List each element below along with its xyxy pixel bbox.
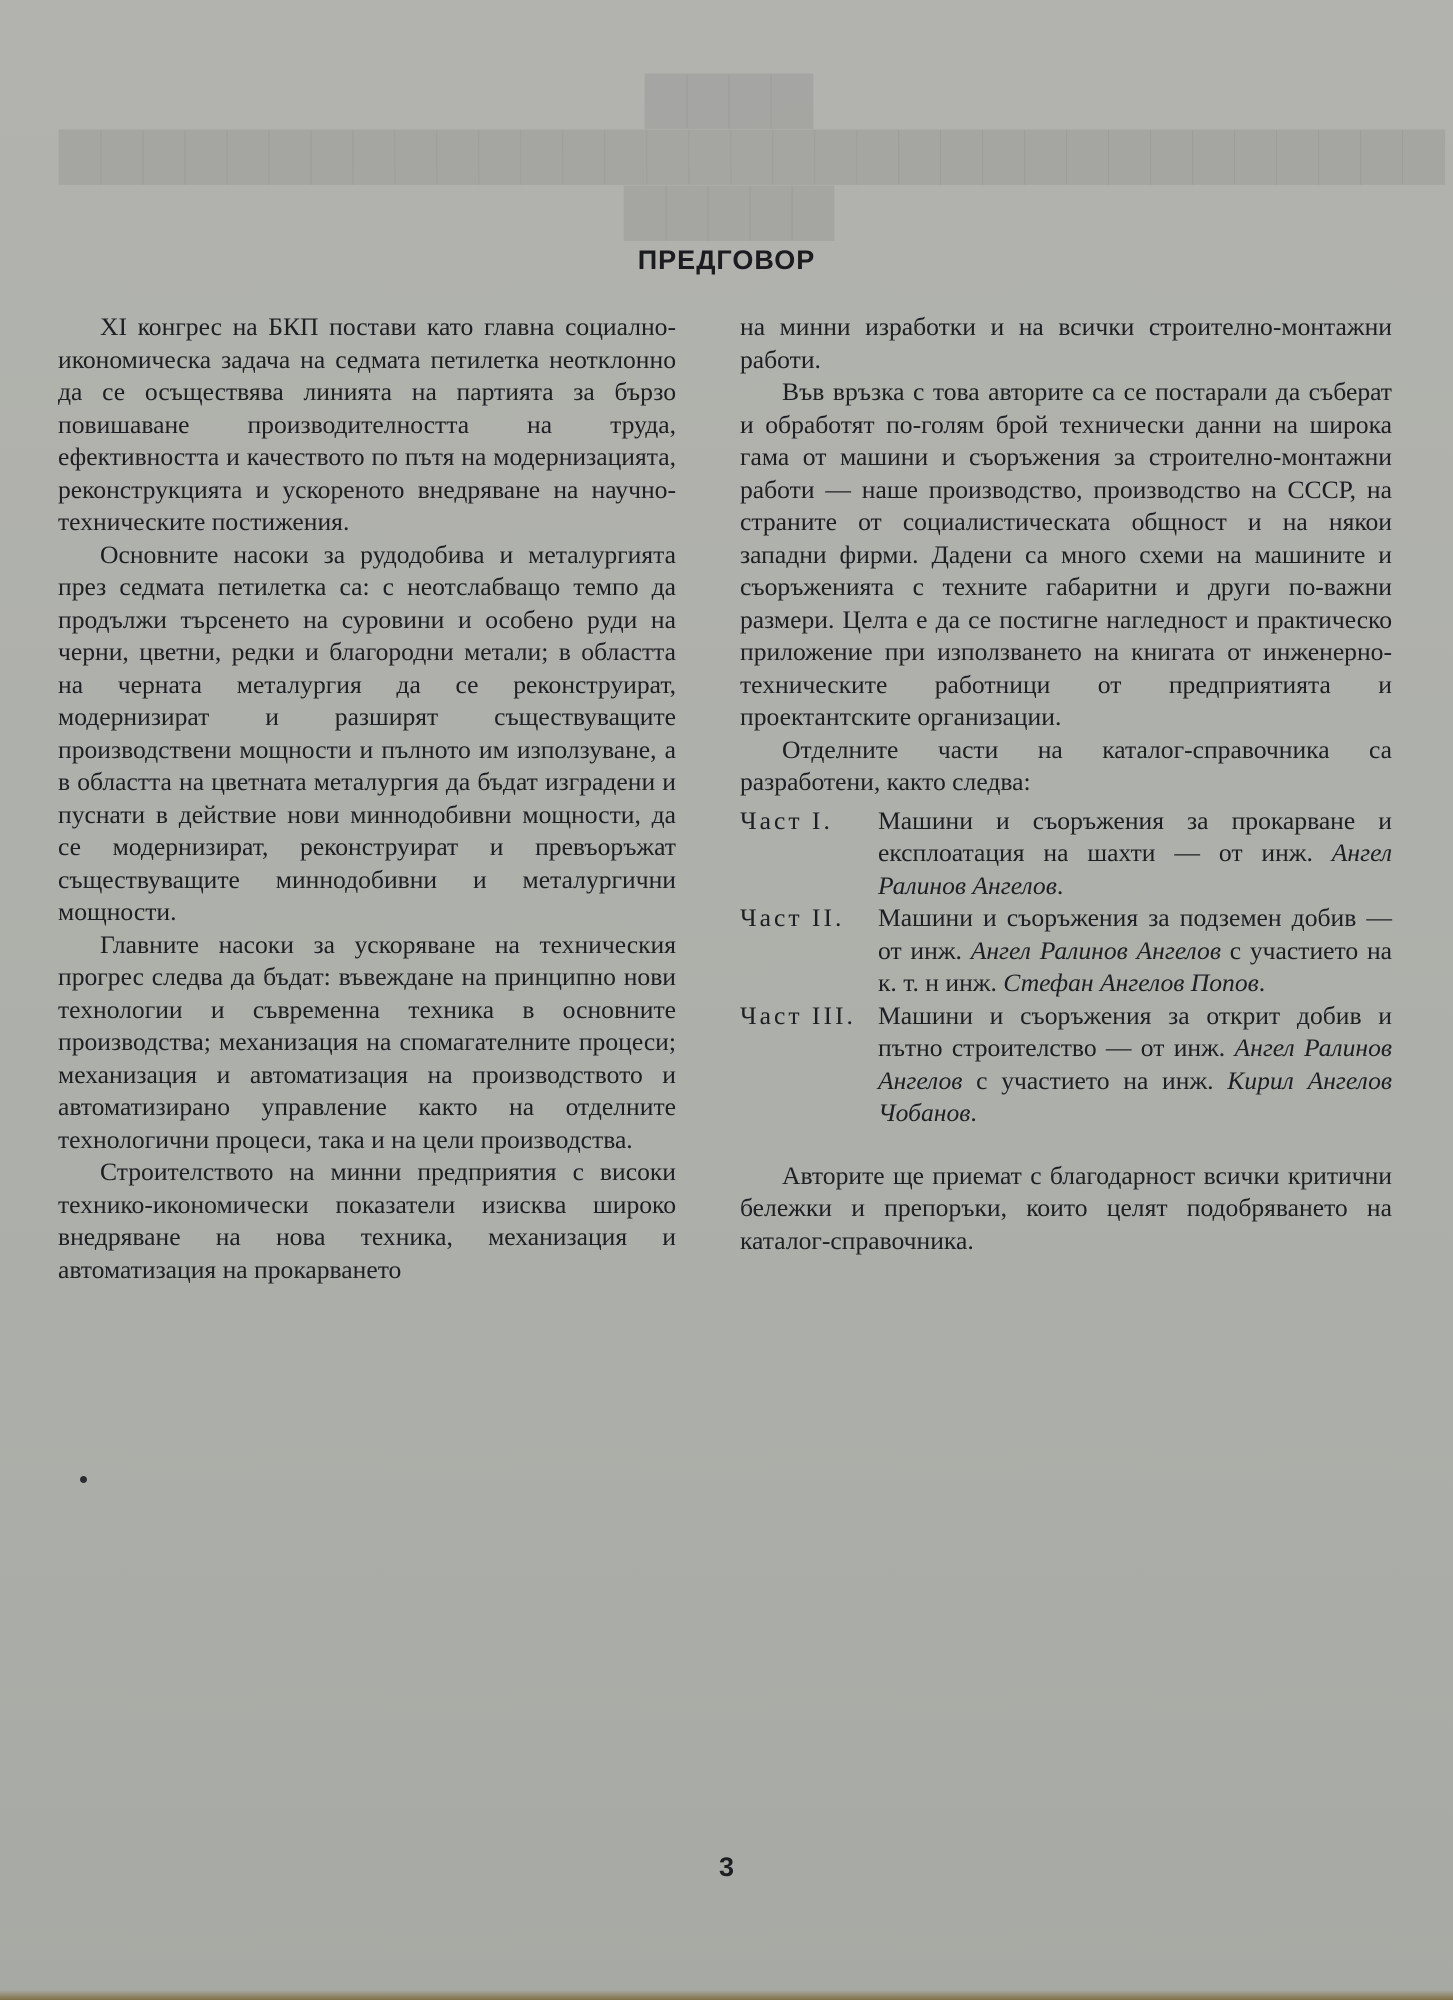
part-item bbox=[740, 1000, 1392, 1130]
stray-dot bbox=[80, 1476, 87, 1483]
left-column bbox=[58, 311, 676, 1286]
part-coauthor: Стефан Ангелов Попов bbox=[1003, 968, 1259, 997]
part-item bbox=[740, 902, 1392, 1000]
page-edge bbox=[0, 1990, 1453, 2000]
parts-list bbox=[740, 805, 1392, 1130]
right-column bbox=[740, 311, 1392, 1257]
part-coauthor: Кирил Ангелов Чобанов bbox=[878, 1065, 1392, 1127]
page-number: 3 bbox=[718, 1852, 735, 1882]
paragraph-continuation: на минни изработки и на всички строително-монтажни работи. bbox=[740, 312, 1392, 374]
part-author: Ангел Ралинов Ангелов bbox=[878, 838, 1392, 900]
part-label: Част I. bbox=[740, 805, 833, 835]
part-description: Машини и съоръжения за прокарване и експлоатация на шахти — от инж. Ангел Ралинов Ангелов. bbox=[878, 805, 1392, 900]
part-description: Машини и съоръжения за открит добив и пътно строителство — от инж. Ангел Ралинов Ангелов с участието на инж. Кирил Ангелов Чобанов. bbox=[878, 1000, 1392, 1127]
part-description: Машини и съоръжения за подземен добив — от инж. Ангел Ралинов Ангелов с участието на к. т. н инж. Стефан Ангелов Попов. bbox=[878, 903, 1392, 997]
paragraph-parts-intro: Отделните части на каталог-справочника са разработени, както следва: bbox=[740, 734, 1392, 796]
paragraph-closing: Авторите ще приемат с благодарност всички критични бележки и препоръки, които целят подобряването на каталог-справочника. bbox=[740, 1160, 1392, 1255]
part-label: Част III. bbox=[740, 1000, 856, 1030]
bleed-through-text: ▇▇▇▇ ▇▇▇▇▇▇▇▇▇▇▇▇▇▇▇▇▇▇▇▇▇▇▇▇▇▇▇▇▇▇▇▇▇ ▇▇▇▇▇ bbox=[60, 69, 1446, 239]
paragraph-congress: XI конгрес на БКП постави като главна социално-икономическа задача на седмата петилетка неотклонно да се осъществява линията на партията за бързо повишаване производителността на труда, ефективността и качеството по пътя на модернизацията, реконструкцията и ускореното внедряване на научно-техническите постижения. bbox=[58, 312, 676, 536]
paragraph-mining-guidelines: Основните насоки за рудодобива и металургията през седмата петилетка са: с неотслабващо темпо да продължи търсенето на суровини и особено руди на черни, цветни, редки и благородни метали; в областта на черната металургия да се реконструират, модернизират и разширят съществуващите производствени мощности и пълното им използуване, а в областта на цветната металургия да бъдат изградени и пуснати в действие нови миннодобивни мощности, да се модернизират, реконструират и превъоръжат съществуващите миннодобивни и металургични мощности. bbox=[58, 539, 676, 926]
paragraph-authors-effort: Във връзка с това авторите са се постарали да съберат и обработят по-голям брой технически данни на широка гама от машини и съоръжения за строително-монтажни работи — наше производство, производство на СССР, на страните от социалистическата общност и на някои западни фирми. Дадени са много схеми на машините и съоръженията с техните габаритни и други по-важни размери. Целта е да се постигне нагледност и практическо приложение при използването на книгата от инженерно-техническите работници от предприятията и проектантските организации. bbox=[740, 377, 1392, 731]
part-author: Ангел Ралинов Ангелов bbox=[878, 1033, 1392, 1095]
part-item bbox=[740, 805, 1392, 903]
paragraph-construction: Строителството на минни предприятия с високи технико-икономически показатели изисква широко внедряване на нова техника, механизация и автоматизация на прокарването bbox=[58, 1157, 676, 1284]
part-label: Част II. bbox=[740, 903, 845, 932]
paragraph-technical-progress: Главните насоки за ускоряване на техническия прогрес следва да бъдат: въвеждане на принципно нови технологии и съвременна техника в основните производства; механизация на спомагателните процеси; механизация и автоматизация на производството и автоматизирано управление както на отделните технологични процеси, така и на цели производства. bbox=[58, 929, 676, 1154]
page-title: ПРЕДГОВОР bbox=[637, 245, 816, 275]
part-author: Ангел Ралинов Ангелов bbox=[970, 935, 1221, 965]
